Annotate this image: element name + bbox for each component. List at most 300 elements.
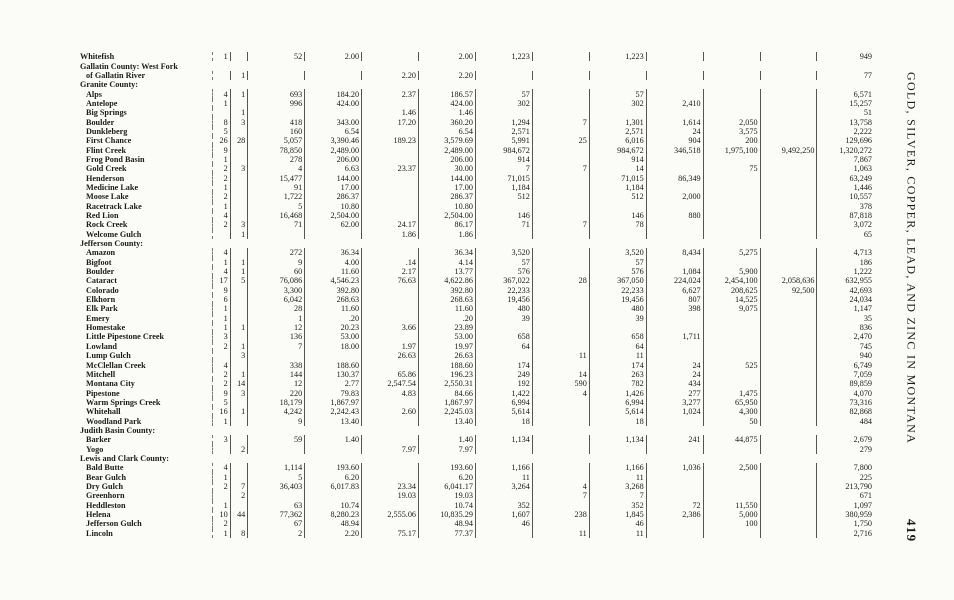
cell-col-3: 272: [248, 248, 305, 257]
cell-col-10: [646, 444, 703, 453]
cell-col-4: 4.00: [305, 258, 362, 267]
table-row: [78, 351, 874, 360]
cell-col-12: [760, 89, 817, 98]
cell-col-6: 392.80: [419, 286, 476, 295]
cell-col-4: 62.00: [305, 220, 362, 229]
cell-col-1: 6: [213, 295, 231, 304]
cell-col-8: [532, 108, 589, 117]
cell-col-12: [760, 510, 817, 519]
cell-col-2: 1: [230, 71, 248, 80]
cell-col-7: 7: [475, 164, 532, 173]
cell-col-4: 6.20: [305, 472, 362, 481]
cell-col-2: 1: [230, 407, 248, 416]
cell-col-5: [362, 463, 419, 472]
cell-col-7: 576: [475, 267, 532, 276]
page-number: 419: [904, 518, 919, 542]
cell-col-13: 63,249: [849, 173, 872, 183]
cell-col-1: 4: [213, 211, 231, 220]
cell-col-7: [475, 351, 532, 360]
cell-col-10: [646, 183, 703, 192]
cell-col-6: 17.00: [419, 183, 476, 192]
cell-col-5: 2.17: [362, 267, 419, 276]
cell-col-6: 144.00: [419, 173, 476, 182]
cell-col-5: 1.97: [362, 342, 419, 351]
cell-col-2: [230, 155, 248, 164]
cell-col-5: 2,547.54: [362, 379, 419, 388]
cell-col-2: [230, 52, 248, 61]
cell-col-6: 13.77: [419, 267, 476, 276]
cell-col-11: 100: [703, 519, 760, 528]
cell-col-3: [248, 80, 305, 89]
cell-col-5: [362, 211, 419, 220]
cell-col-3: 136: [248, 332, 305, 341]
cell-col-13: 4,713: [853, 248, 872, 258]
cell-col-1: 1: [213, 323, 231, 332]
cell-col-3: [248, 239, 305, 248]
cell-col-8: 4: [532, 388, 589, 397]
locality-name: First Chance: [78, 136, 213, 145]
cell-col-3: [248, 454, 305, 463]
cell-col-12: [760, 491, 817, 500]
cell-col-2: [230, 127, 248, 136]
cell-col-13: 1,320,272: [839, 145, 872, 155]
cell-col-2: 14: [230, 379, 248, 388]
cell-col-5: [362, 286, 419, 295]
cell-col-9: 22,233: [589, 286, 646, 295]
table-row: [78, 202, 874, 211]
cell-col-13: 42,693: [849, 285, 872, 295]
cell-col-7: 352: [475, 501, 532, 510]
cell-col-6: 1,867.97: [419, 398, 476, 407]
cell-col-7: 1,166: [475, 463, 532, 472]
cell-col-6: 2.00: [419, 52, 476, 61]
cell-col-6: 424.00: [419, 99, 476, 108]
cell-col-3: 52: [248, 52, 305, 61]
cell-col-9: 174: [589, 360, 646, 369]
cell-col-4: 4,546.23: [305, 276, 362, 285]
locality-name: Alps: [78, 89, 213, 98]
locality-name: Bear Gulch: [78, 472, 213, 481]
cell-col-10: 24: [646, 127, 703, 136]
locality-name: Flint Creek: [78, 145, 213, 154]
cell-col-7: [475, 230, 532, 239]
cell-col-3: 160: [248, 127, 305, 136]
table-row: [78, 173, 874, 182]
cell-col-1: [213, 491, 231, 500]
cell-col-2: [230, 183, 248, 192]
locality-name: of Gallatin River: [78, 71, 213, 80]
cell-col-13: 7,059: [853, 369, 872, 379]
cell-col-3: 338: [248, 360, 305, 369]
table-row: [78, 127, 874, 136]
cell-col-6: 77.37: [419, 529, 476, 538]
cell-col-8: [532, 127, 589, 136]
cell-col-1: 5: [213, 398, 231, 407]
cell-col-13: [817, 61, 874, 70]
cell-col-7: 57: [475, 89, 532, 98]
cell-col-5: 1.46: [362, 108, 419, 117]
cell-col-13: 186: [859, 257, 872, 267]
cell-col-7: 174: [475, 360, 532, 369]
cell-col-11: [703, 444, 760, 453]
cell-col-11: [703, 192, 760, 201]
table-row: [78, 332, 874, 341]
cell-col-3: 60: [248, 267, 305, 276]
cell-col-9: 984,672: [589, 145, 646, 154]
cell-col-3: 36,403: [248, 482, 305, 491]
cell-col-2: 5: [230, 276, 248, 285]
cell-col-9: [589, 202, 646, 211]
cell-col-4: [305, 426, 362, 435]
cell-col-1: 2: [213, 173, 231, 182]
cell-col-9: 2,571: [589, 127, 646, 136]
cell-col-13: [817, 80, 874, 89]
cell-col-8: 7: [532, 117, 589, 126]
cell-col-9: 1,184: [589, 183, 646, 192]
cell-col-1: 4: [213, 89, 231, 98]
cell-col-10: 3,277: [646, 398, 703, 407]
table-row: [78, 435, 874, 444]
locality-name: Emery: [78, 314, 213, 323]
locality-name: Helena: [78, 510, 213, 519]
cell-col-4: 20.23: [305, 323, 362, 332]
cell-col-2: 1: [230, 108, 248, 117]
cell-col-13: 10,557: [849, 192, 872, 202]
cell-col-12: [760, 519, 817, 528]
cell-col-5: .14: [362, 258, 419, 267]
cell-col-11: 50: [703, 416, 760, 425]
cell-col-12: 92,500: [760, 286, 817, 295]
cell-col-11: 11,550: [703, 501, 760, 510]
cell-col-3: 18,179: [248, 398, 305, 407]
table-body: [78, 52, 874, 538]
cell-col-3: 5: [248, 202, 305, 211]
cell-col-5: [362, 435, 419, 444]
cell-col-12: [760, 61, 817, 70]
cell-col-6: 1.46: [419, 108, 476, 117]
cell-col-11: 44,875: [703, 435, 760, 444]
cell-col-13: 89,859: [849, 379, 872, 389]
cell-col-2: [230, 360, 248, 369]
cell-col-2: [230, 332, 248, 341]
cell-col-13: 6,571: [853, 89, 872, 99]
cell-col-5: [362, 239, 419, 248]
cell-col-5: [362, 183, 419, 192]
cell-col-6: [419, 80, 476, 89]
cell-col-6: 6,041.17: [419, 482, 476, 491]
table-row: [78, 248, 874, 257]
cell-col-4: 206.00: [305, 155, 362, 164]
cell-col-2: 1: [230, 230, 248, 239]
cell-col-2: 3: [230, 388, 248, 397]
cell-col-4: [305, 491, 362, 500]
cell-col-8: [532, 173, 589, 182]
cell-col-13: 1,097: [853, 500, 872, 510]
cell-col-8: [532, 211, 589, 220]
cell-col-6: 86.17: [419, 220, 476, 229]
cell-col-4: 11.60: [305, 267, 362, 276]
cell-col-7: [475, 61, 532, 70]
cell-col-8: [532, 192, 589, 201]
cell-col-10: 24: [646, 360, 703, 369]
cell-col-10: [646, 454, 703, 463]
cell-col-1: [213, 71, 231, 80]
county-heading-row: [78, 426, 874, 435]
table-row: [78, 220, 874, 229]
locality-name: Welcome Gulch: [78, 230, 213, 239]
cell-col-9: 46: [589, 519, 646, 528]
cell-col-11: [703, 183, 760, 192]
cell-col-9: [589, 323, 646, 332]
cell-col-3: 9: [248, 416, 305, 425]
cell-col-5: 75.17: [362, 529, 419, 538]
cell-col-10: [646, 108, 703, 117]
cell-col-5: 76.63: [362, 276, 419, 285]
cell-col-5: 23.34: [362, 482, 419, 491]
cell-col-3: 7: [248, 342, 305, 351]
cell-col-3: 71: [248, 220, 305, 229]
cell-col-5: [362, 472, 419, 481]
cell-col-1: 1: [213, 529, 231, 538]
locality-name: Antelope: [78, 99, 213, 108]
cell-col-4: 11.60: [305, 304, 362, 313]
locality-name: Bigfoot: [78, 258, 213, 267]
cell-col-7: [475, 444, 532, 453]
cell-col-10: 346,518: [646, 145, 703, 154]
cell-col-2: [230, 286, 248, 295]
cell-col-13: 2,716: [853, 528, 872, 538]
cell-col-13: 7,867: [853, 154, 872, 164]
cell-col-11: 208,625: [703, 286, 760, 295]
cell-col-6: 7.97: [419, 444, 476, 453]
cell-col-7: 64: [475, 342, 532, 351]
cell-col-4: 17.00: [305, 183, 362, 192]
cell-col-8: [532, 454, 589, 463]
locality-name: Lowland: [78, 342, 213, 351]
cell-col-8: [532, 80, 589, 89]
locality-name: Cataract: [78, 276, 213, 285]
cell-col-10: [646, 491, 703, 500]
cell-col-4: [305, 444, 362, 453]
cell-col-7: 367,022: [475, 276, 532, 285]
cell-col-12: [760, 304, 817, 313]
cell-col-5: 4.83: [362, 388, 419, 397]
cell-col-3: 91: [248, 183, 305, 192]
cell-col-8: [532, 323, 589, 332]
cell-col-11: [703, 80, 760, 89]
cell-col-9: 39: [589, 314, 646, 323]
cell-col-13: 632,955: [845, 276, 872, 286]
cell-col-6: [419, 426, 476, 435]
cell-col-4: 6.54: [305, 127, 362, 136]
cell-col-2: [230, 295, 248, 304]
cell-col-5: 2.37: [362, 89, 419, 98]
cell-col-11: [703, 314, 760, 323]
cell-col-3: 5,057: [248, 136, 305, 145]
cell-col-10: 1,614: [646, 117, 703, 126]
table-row: [78, 388, 874, 397]
cell-col-9: [589, 80, 646, 89]
cell-col-1: [213, 444, 231, 453]
table-row: [78, 230, 874, 239]
cell-col-13: 13,758: [849, 117, 872, 127]
cell-col-4: 53.00: [305, 332, 362, 341]
cell-col-8: [532, 202, 589, 211]
cell-col-10: 2,386: [646, 510, 703, 519]
cell-col-4: 3,390.46: [305, 136, 362, 145]
table-row: [78, 398, 874, 407]
cell-col-13: 1,147: [853, 304, 872, 314]
cell-col-3: 78,850: [248, 145, 305, 154]
cell-col-2: [230, 454, 248, 463]
cell-col-5: 65.86: [362, 370, 419, 379]
locality-name: Little Pipestone Creek: [78, 332, 213, 341]
cell-col-12: [760, 258, 817, 267]
cell-col-12: [760, 183, 817, 192]
cell-col-4: 2.00: [305, 52, 362, 61]
cell-col-13: 213,790: [845, 481, 872, 491]
cell-col-11: 5,275: [703, 248, 760, 257]
cell-col-4: 6,017.83: [305, 482, 362, 491]
locality-name: Big Springs: [78, 108, 213, 117]
cell-col-3: 3,300: [248, 286, 305, 295]
cell-col-7: 71: [475, 220, 532, 229]
cell-col-11: 5,000: [703, 510, 760, 519]
cell-col-4: 343.00: [305, 117, 362, 126]
cell-col-6: 268.63: [419, 295, 476, 304]
cell-col-12: [760, 444, 817, 453]
cell-col-1: [213, 80, 231, 89]
cell-col-6: 13.40: [419, 416, 476, 425]
cell-col-12: [760, 71, 817, 80]
cell-col-12: 9,492,250: [760, 145, 817, 154]
cell-col-9: 302: [589, 99, 646, 108]
cell-col-8: [532, 71, 589, 80]
cell-col-6: 286.37: [419, 192, 476, 201]
cell-col-9: 480: [589, 304, 646, 313]
cell-col-10: 6,627: [646, 286, 703, 295]
cell-col-9: 6,016: [589, 136, 646, 145]
cell-col-5: 2,555.06: [362, 510, 419, 519]
cell-col-10: 224,024: [646, 276, 703, 285]
cell-col-8: [532, 519, 589, 528]
cell-col-1: 1: [213, 183, 231, 192]
cell-col-8: 11: [532, 529, 589, 538]
cell-col-12: [760, 370, 817, 379]
locality-name: Pipestone: [78, 388, 213, 397]
cell-col-2: [230, 435, 248, 444]
cell-col-2: [230, 304, 248, 313]
cell-col-11: [703, 258, 760, 267]
cell-col-8: [532, 89, 589, 98]
cell-col-12: [760, 248, 817, 257]
cell-col-1: 3: [213, 332, 231, 341]
cell-col-5: 26.63: [362, 351, 419, 360]
cell-col-10: [646, 202, 703, 211]
cell-col-12: [760, 108, 817, 117]
cell-col-12: [760, 192, 817, 201]
cell-col-1: [213, 230, 231, 239]
cell-col-13: 129,696: [845, 136, 872, 146]
cell-col-12: [760, 482, 817, 491]
cell-col-6: 2,489.00: [419, 145, 476, 154]
cell-col-6: 23.89: [419, 323, 476, 332]
cell-col-9: 14: [589, 164, 646, 173]
cell-col-10: 398: [646, 304, 703, 313]
cell-col-7: 1,422: [475, 388, 532, 397]
cell-col-1: 16: [213, 407, 231, 416]
cell-col-10: 1,711: [646, 332, 703, 341]
cell-col-6: 30.00: [419, 164, 476, 173]
cell-col-12: [760, 426, 817, 435]
cell-col-10: 1,036: [646, 463, 703, 472]
cell-col-12: [760, 472, 817, 481]
cell-col-2: [230, 80, 248, 89]
cell-col-6: .20: [419, 314, 476, 323]
cell-col-4: 2,489.00: [305, 145, 362, 154]
cell-col-9: 64: [589, 342, 646, 351]
cell-col-4: 193.60: [305, 463, 362, 472]
cell-col-7: 1,294: [475, 117, 532, 126]
cell-col-10: [646, 164, 703, 173]
cell-col-12: [760, 407, 817, 416]
cell-col-2: 7: [230, 482, 248, 491]
cell-col-2: 1: [230, 258, 248, 267]
cell-col-12: [760, 136, 817, 145]
cell-col-5: 1.86: [362, 230, 419, 239]
cell-col-12: [760, 379, 817, 388]
table-row: [78, 192, 874, 201]
cell-col-13: 484: [859, 416, 872, 426]
cell-col-13: 65: [863, 229, 872, 239]
cell-col-7: 302: [475, 99, 532, 108]
cell-col-5: 23.37: [362, 164, 419, 173]
cell-col-13: 836: [859, 323, 872, 333]
cell-col-12: [760, 529, 817, 538]
cell-col-9: [589, 61, 646, 70]
cell-col-3: 1,722: [248, 192, 305, 201]
cell-col-10: [646, 71, 703, 80]
cell-col-12: [760, 99, 817, 108]
cell-col-2: [230, 314, 248, 323]
cell-col-4: [305, 80, 362, 89]
cell-col-11: [703, 351, 760, 360]
cell-col-1: 26: [213, 136, 231, 145]
cell-col-8: [532, 463, 589, 472]
cell-col-9: [589, 230, 646, 239]
table-row: [78, 370, 874, 379]
cell-col-8: [532, 332, 589, 341]
running-title: GOLD, SILVER, COPPER, LEAD, AND ZINC IN MONTANA: [904, 72, 919, 445]
cell-col-13: 1,222: [853, 267, 872, 277]
cell-col-5: 7.97: [362, 444, 419, 453]
cell-col-6: 196.23: [419, 370, 476, 379]
cell-col-3: 4,242: [248, 407, 305, 416]
cell-col-13: [817, 454, 874, 463]
cell-col-1: [213, 351, 231, 360]
cell-col-7: 6,994: [475, 398, 532, 407]
table-row: [78, 529, 874, 538]
locality-name: Colorado: [78, 286, 213, 295]
cell-col-10: [646, 323, 703, 332]
cell-col-10: [646, 351, 703, 360]
cell-col-12: [760, 351, 817, 360]
cell-col-9: 3,268: [589, 482, 646, 491]
cell-col-13: 378: [859, 201, 872, 211]
cell-col-2: [230, 202, 248, 211]
locality-name: Boulder: [78, 267, 213, 276]
cell-col-9: [589, 444, 646, 453]
